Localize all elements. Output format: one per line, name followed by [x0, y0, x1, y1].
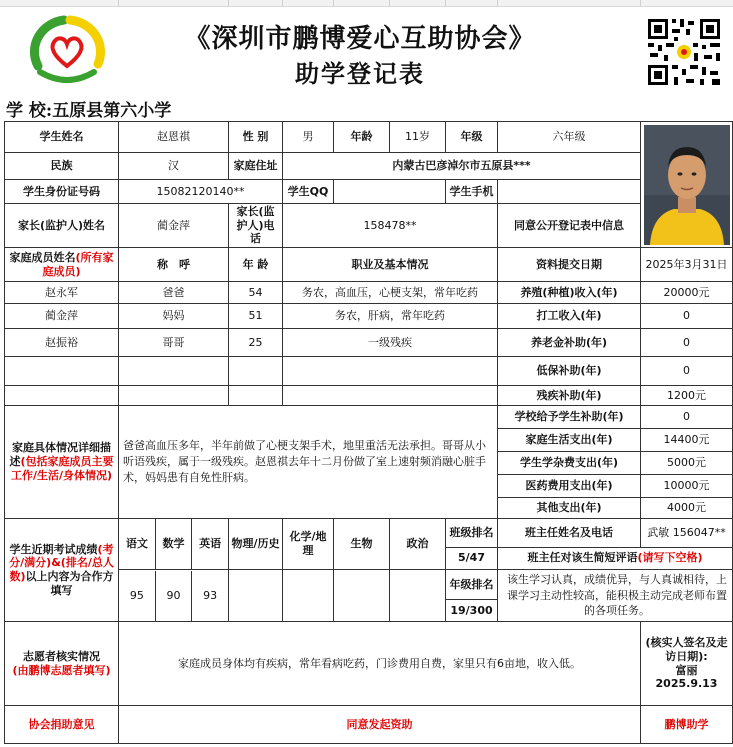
guardian-name-label: 家长(监护人)姓名 — [5, 204, 119, 248]
form-header — [0, 6, 733, 94]
qr-code-icon — [645, 16, 723, 88]
student-name-value: 赵恩祺 — [119, 122, 229, 153]
ethnicity-value: 汉 — [119, 153, 229, 180]
verifier-name: 富丽 — [675, 663, 698, 677]
members-header: 家庭成员姓名(所有家庭成员) — [5, 248, 119, 282]
member-occupation: 一级残疾 — [283, 329, 498, 357]
subject-header — [119, 519, 229, 570]
verifier-cell: (核实人签名及走访日期): 富丽 2025.9.13 — [641, 622, 733, 706]
income-farm-label: 养殖(种植)收入(年) — [498, 282, 641, 304]
member-name — [5, 357, 119, 386]
donation-opinion: 同意发起资助 — [119, 706, 641, 744]
grade-label: 年级 — [446, 122, 498, 153]
subject-physics-history: 物理/历史 — [229, 519, 283, 570]
form-subtitle: 助学登记表 — [295, 59, 425, 88]
submit-date-label: 资料提交日期 — [498, 248, 641, 282]
guardian-phone-label: 家长(监护人)电话 — [229, 204, 283, 248]
guardian-name-value: 蔺金萍 — [119, 204, 229, 248]
grade-value: 六年级 — [498, 122, 641, 153]
member-age: 54 — [229, 282, 283, 304]
scores-main — [119, 570, 229, 622]
student-photo — [641, 122, 733, 248]
gender-value: 男 — [283, 122, 334, 153]
score-chem-geo — [283, 570, 334, 622]
table-row — [5, 357, 733, 386]
class-rank-value: 5/47 — [446, 547, 498, 569]
member-relation: 哥哥 — [119, 329, 229, 357]
subject-chem-geo: 化学/地理 — [283, 519, 334, 570]
low-income-label: 低保补助(年) — [498, 357, 641, 386]
phone-label: 学生手机 — [446, 180, 498, 204]
donation-label: 协会捐助意见 — [5, 706, 119, 744]
member-age — [229, 357, 283, 386]
score-physics-history — [229, 570, 283, 622]
school-subsidy-label: 学校给予学生补助(年) — [498, 406, 641, 429]
member-name: 赵永军 — [5, 282, 119, 304]
pension-label: 养老金补助(年) — [498, 329, 641, 357]
subject-politics: 政治 — [390, 519, 446, 570]
living-cost-label: 家庭生活支出(年) — [498, 429, 641, 452]
verify-date: 2025.9.13 — [655, 677, 718, 691]
table-row — [5, 282, 733, 304]
table-row — [5, 329, 733, 357]
phone-value — [498, 180, 641, 204]
form-title: 《深圳市鹏博爱心互助协会》 — [184, 24, 536, 54]
address-value: 内蒙古巴彦淖尔市五原县*** — [283, 153, 641, 180]
member-occupation: 务农，肝病，常年吃药 — [283, 304, 498, 329]
qq-value — [334, 180, 446, 204]
member-age: 51 — [229, 304, 283, 329]
age-value: 11岁 — [390, 122, 446, 153]
address-label: 家庭住址 — [229, 153, 283, 180]
occupation-header: 职业及基本情况 — [283, 248, 498, 282]
situation-label: 家庭具体情况详细描述(包括家庭成员主要工作/生活/身体情况) — [5, 406, 119, 519]
subject-biology: 生物 — [334, 519, 390, 570]
registration-form — [4, 121, 733, 744]
student-photo-image — [644, 125, 730, 245]
school-fees-value: 5000元 — [641, 452, 733, 475]
situation-description: 爸爸高血压多年，半年前做了心梗支架手术，地里重活无法承担。哥哥从小听语残疾，属于一级残疾。赵恩祺去年十二月份做了室上速射频消融心脏手术，妈妈患有自免性肝病。 — [119, 406, 498, 519]
income-work-label: 打工收入(年) — [498, 304, 641, 329]
qq-label: 学生QQ — [283, 180, 334, 204]
member-occupation: 务农，高血压，心梗支架，常年吃药 — [283, 282, 498, 304]
medical-value: 10000元 — [641, 475, 733, 498]
other-cost-value: 4000元 — [641, 498, 733, 519]
member-relation — [119, 357, 229, 386]
member-relation: 妈妈 — [119, 304, 229, 329]
ethnicity-label: 民族 — [5, 153, 119, 180]
association-logo — [26, 14, 108, 86]
income-work-value: 0 — [641, 304, 733, 329]
grade-rank-label: 年级排名 — [446, 570, 498, 600]
score-math: 90 — [156, 571, 193, 621]
living-cost-value: 14400元 — [641, 429, 733, 452]
volunteer-text: 家庭成员身体均有疾病，常年看病吃药，门诊费用自费，家里只有6亩地，收入低。 — [119, 622, 641, 706]
guardian-phone-value: 158478** — [283, 204, 498, 248]
subject-chinese: 语文 — [119, 519, 156, 569]
score-chinese: 95 — [119, 571, 156, 621]
disability-label: 残疾补助(年) — [498, 386, 641, 406]
school-subsidy-value: 0 — [641, 406, 733, 429]
volunteer-label: 志愿者核实情况 (由鹏博志愿者填写) — [5, 622, 119, 706]
member-relation: 爸爸 — [119, 282, 229, 304]
member-age: 25 — [229, 329, 283, 357]
student-name-label: 学生姓名 — [5, 122, 119, 153]
pension-value: 0 — [641, 329, 733, 357]
score-politics — [390, 570, 446, 622]
subject-english: 英语 — [199, 537, 222, 551]
score-english: 93 — [203, 588, 218, 602]
member-name: 蔺金萍 — [5, 304, 119, 329]
teacher-name-label: 班主任姓名及电话 — [498, 519, 641, 548]
id-number-value: 15082120140** — [119, 180, 283, 204]
school-name: 学 校:五原县第六小学 — [6, 101, 172, 121]
table-row — [5, 304, 733, 329]
grade-rank-value: 19/300 — [446, 600, 498, 622]
gender-label: 性 别 — [229, 122, 283, 153]
teacher-name-value: 武敏 156047** — [641, 519, 733, 548]
subject-math: 数学 — [156, 519, 193, 569]
scores-label: 学生近期考试成绩(考分/满分)&(排名/总人数)以上内容为合作方填写 — [5, 519, 119, 622]
submit-date-value: 2025年3月31日 — [641, 248, 733, 282]
id-number-label: 学生身份证号码 — [5, 180, 119, 204]
teacher-comment-label: 班主任对该生简短评语(请写下空格) — [498, 547, 733, 569]
other-cost-label: 其他支出(年) — [498, 498, 641, 519]
member-age-header: 年 龄 — [229, 248, 283, 282]
medical-label: 医药费用支出(年) — [498, 475, 641, 498]
public-consent-label: 同意公开登记表中信息 — [498, 204, 641, 248]
member-name: 赵振裕 — [5, 329, 119, 357]
school-fees-label: 学生学杂费支出(年) — [498, 452, 641, 475]
score-biology — [334, 570, 390, 622]
income-farm-value: 20000元 — [641, 282, 733, 304]
low-income-value: 0 — [641, 357, 733, 386]
relation-header: 称 呼 — [119, 248, 229, 282]
teacher-comment-value: 该生学习认真，成绩优异，与人真诚相待，上课学习主动性较高，能积极主动完成老师布置的各项任务。 — [498, 570, 733, 622]
donation-org: 鹏博助学 — [641, 706, 733, 744]
member-occupation — [283, 357, 498, 386]
class-rank-label: 班级排名 — [446, 519, 498, 548]
age-label: 年龄 — [334, 122, 390, 153]
disability-value: 1200元 — [641, 386, 733, 406]
